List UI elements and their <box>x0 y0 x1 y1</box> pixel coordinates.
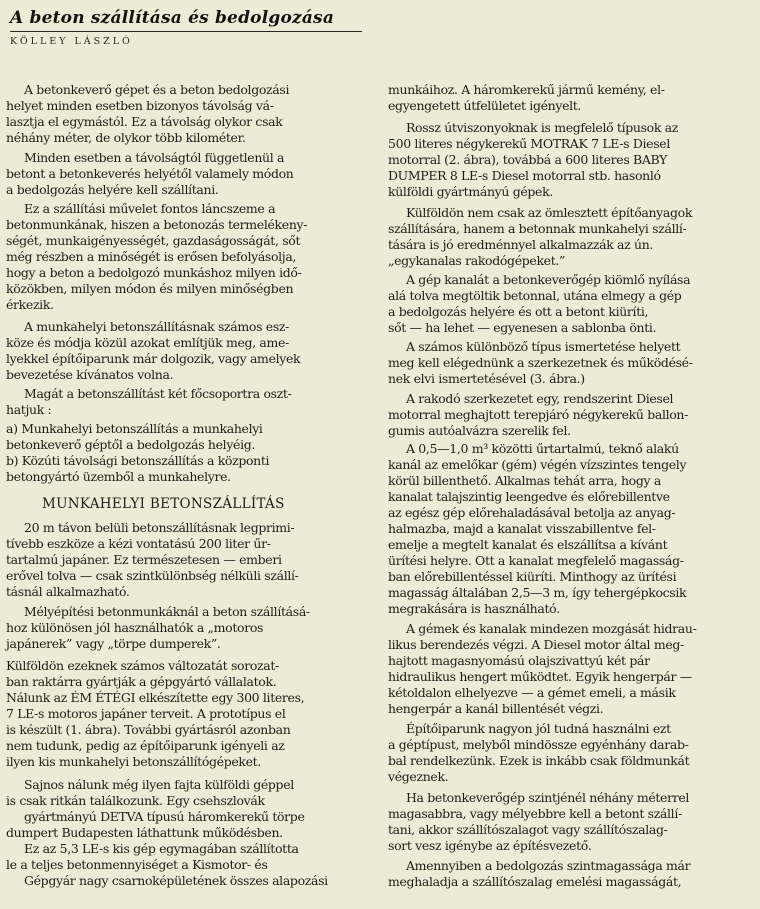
right-text-line: megrakására is használható. <box>388 601 560 616</box>
right-text-line: a bedolgozás helyére és ott a betont kiüríti, <box>388 304 649 319</box>
left-text-line: is csak ritkán találkozunk. Egy csehszlovák <box>6 793 265 808</box>
left-text-line: köze és módja közül azokat említjük meg, ame- <box>6 335 289 350</box>
left-text-line: 20 m távon belüli betonszállításnak legprimi- <box>24 520 295 535</box>
right-text-line: meghaladja a szállítószalag emelési magasságát, <box>388 874 682 889</box>
left-text-line: tartalmú japáner. Ez természetesen — emberi <box>6 552 282 567</box>
right-text-line: Amennyiben a bedolgozás szintmagassága már <box>406 858 691 873</box>
right-text-line: bal rendelkezünk. Ezek is inkább csak földmunkát <box>388 753 690 768</box>
right-text-line: magasság általában 2,5—3 m, így tehergépkocsik <box>388 585 687 600</box>
right-text-line: munkáihoz. A háromkerekű jármű kemény, el- <box>388 82 665 97</box>
right-text-line: a géptípust, melyből mindössze egyénhány darab- <box>388 737 689 752</box>
right-text-line: motorral meghajtott terepjáró négykerekű ballon- <box>388 407 689 422</box>
left-text-line: 7 LE-s motoros japáner terveit. A prototípus el <box>6 706 286 721</box>
right-text-line: Ha betonkeverőgép szintjénél néhány méterrel <box>406 790 690 805</box>
left-text-line: ilyen kis munkahelyi betonszállítógépeket. <box>6 754 261 769</box>
left-text-line: tásnál alkalmazható. <box>6 584 130 599</box>
right-text-line: ban előrebillentéssel kiüríti. Minthogy az ürítési <box>388 569 677 584</box>
section-heading: MUNKAHELYI BETONSZÁLLÍTÁS <box>42 496 285 512</box>
left-text-line: Külföldön ezeknek számos változatát sorozat- <box>6 658 279 673</box>
left-text-line: erővel tolva — csak szintkülönbség nélküli szállí- <box>6 568 299 583</box>
left-text-line: A betonkeverő gépet és a beton bedolgozási <box>24 82 290 97</box>
right-text-line: sőt — ha lehet — egyenesen a sablonba önti. <box>388 320 657 335</box>
right-text-line: hajtott magasnyomású olajszivattyú két pár <box>388 653 650 668</box>
left-text-line: is készült (1. ábra). További gyártásról azonban <box>6 722 291 737</box>
right-text-line: A számos különböző típus ismertetése helyett <box>406 339 681 354</box>
left-text-line: Mélyépítési betonmunkáknál a beton szállításá- <box>24 604 310 619</box>
left-text-line: A munkahelyi betonszállításnak számos esz- <box>24 319 289 334</box>
right-text-line: Rossz útviszonyoknak is megfelelő típusok az <box>406 120 679 135</box>
right-text-line: Építőiparunk nagyon jól tudná használni ezt <box>406 721 671 736</box>
right-text-line: „egykanalas rakodógépeket.” <box>388 253 566 268</box>
right-text-line: az egész gép előrehaladásával betolja az anyag- <box>388 505 676 520</box>
right-text-line: A gémek és kanalak mindezen mozgását hidrau- <box>406 621 697 636</box>
left-text-line: Ez az 5,3 LE-s kis gép egymagában szállította <box>24 841 299 856</box>
left-text-line: dumpert Budapesten láthattunk működésben. <box>6 825 283 840</box>
right-text-line: hidraulikus hengert működtet. Egyik hengerpár — <box>388 669 692 684</box>
left-text-line: lasztja el egymástól. Ez a távolság olykor csak <box>6 114 283 129</box>
right-text-line: ürítési helyre. Ott a kanalat megfelelő magasság- <box>388 553 684 568</box>
right-text-line: A gép kanalát a betonkeverőgép kiömlő nyílása <box>406 272 691 287</box>
right-text-line: 500 literes négykerekű MOTRAK 7 LE-s Diesel <box>388 136 670 151</box>
right-text-line: A rakodó szerkezetet egy, rendszerint Diesel <box>406 391 674 406</box>
left-text-line: betonmunkának, hiszen a betonozás termelékeny- <box>6 217 308 232</box>
right-text-line: emelje a megtelt kanalat és elszállítsa a kívánt <box>388 537 668 552</box>
right-text-line: külföldi gyártmányú gépek. <box>388 184 553 199</box>
left-text-line: hoz különösen jól használhatók a „motoros <box>6 620 264 635</box>
left-text-line: még részben a minőségét is erősen befolyásolja, <box>6 249 297 264</box>
right-text-line: sort vesz igénybe az építésvezető. <box>388 838 592 853</box>
right-text-line: hengerpár a kanál billentését végzi. <box>388 701 604 716</box>
right-text-line: DUMPER 8 LE-s Diesel motorral stb. hasonló <box>388 168 661 183</box>
left-text-line: ban raktárra gyártják a gépgyártó vállalatok. <box>6 674 277 689</box>
left-text-line: a bedolgozás helyére kell szállítani. <box>6 182 219 197</box>
left-text-line: Sajnos nálunk még ilyen fajta külföldi géppel <box>24 777 294 792</box>
left-text-line: le a teljes betonmennyiséget a Kismotor- és <box>6 857 268 872</box>
left-text-line: Nálunk az ÉM ÉTÉGI elkészítette egy 300 literes, <box>6 690 305 705</box>
left-text-line: betongyártó üzemből a munkahelyre. <box>6 469 231 484</box>
right-text-line: tani, akkor szállítószalagot vagy szállítószalag- <box>388 822 668 837</box>
left-text-line: betonkeverő géptől a bedolgozás helyéig. <box>6 437 256 452</box>
right-text-line: végeznek. <box>388 769 449 784</box>
left-text-line: Magát a betonszállítást két főcsoportra oszt- <box>24 386 292 401</box>
left-text-line: bevezetése kívánatos volna. <box>6 367 174 382</box>
right-text-line: nek elvi ismertetésével (3. ábra.) <box>388 371 585 386</box>
right-text-line: körül billenthető. Alkalmas tehát arra, hogy a <box>388 473 661 488</box>
left-text-line: tívebb eszköze a kézi vontatású 200 liter űr- <box>6 536 271 551</box>
left-text-line: betont a betonkeverés helyétől valamely módon <box>6 166 294 181</box>
left-text-line: hogy a beton a bedolgozó munkáshoz milyen idő- <box>6 265 302 280</box>
left-text-line: Ez a szállítási művelet fontos láncszeme a <box>24 201 276 216</box>
right-text-line: kétoldalon elhelyezve — a gémet emeli, a másik <box>388 685 676 700</box>
right-text-line: likus berendezés végzi. A Diesel motor által meg- <box>388 637 684 652</box>
right-text-line: motorral (2. ábra), továbbá a 600 literes BABY <box>388 152 668 167</box>
right-text-line: kanál az emelőkar (gém) végén vízszintes tengely <box>388 457 687 472</box>
right-text-line: Külföldön nem csak az ömlesztett építőanyagok <box>406 205 693 220</box>
right-text-line: egyengetett útfelületet igényelt. <box>388 98 582 113</box>
right-text-line: gumis autóalvázra szerelik fel. <box>388 423 571 438</box>
left-text-line: Gépgyár nagy csarnoképületének összes alapozási <box>24 873 328 888</box>
left-text-line: gyártmányú DETVA típusú háromkerekű törpe <box>24 809 305 824</box>
right-text-line: tására is jó eredménnyel alkalmazzák az ún. <box>388 237 654 252</box>
left-text-line: Minden esetben a távolságtól függetlenül a <box>24 150 285 165</box>
left-text-line: ségét, munkaigényességét, gazdaságosságát, sőt <box>6 233 301 248</box>
left-text-line: b) Közúti távolsági betonszállítás a központi <box>6 453 270 468</box>
left-text-line: érkezik. <box>6 297 54 312</box>
right-text-line: magasabbra, vagy mélyebbre kell a betont szállí- <box>388 806 682 821</box>
left-text-line: néhány méter, de olykor több kilométer. <box>6 130 246 145</box>
right-text-line: alá tolva megtöltik betonnal, utána elmegy a gép <box>388 288 682 303</box>
left-text-line: nem tudunk, pedig az építőiparunk igényeli az <box>6 738 285 753</box>
left-text-line: a) Munkahelyi betonszállítás a munkahelyi <box>6 421 263 436</box>
article-title: A beton szállítása és bedolgozása <box>10 8 335 28</box>
left-text-line: közökben, milyen módon és milyen minőségben <box>6 281 294 296</box>
right-text-line: halmazba, majd a kanalat visszabillentve fel- <box>388 521 656 536</box>
right-text-line: A 0,5—1,0 m³ közötti űrtartalmú, teknő alakú <box>406 441 679 456</box>
left-text-line: helyet minden esetben bizonyos távolság vá- <box>6 98 274 113</box>
article-author: KÖLLEY LÁSZLÓ <box>10 36 133 47</box>
right-text-line: meg kell elégednünk a szerkezetnek és működésé- <box>388 355 693 370</box>
left-text-line: lyekkel építőiparunk már dolgozik, vagy amelyek <box>6 351 301 366</box>
left-text-line: hatjuk : <box>6 402 52 417</box>
right-text-line: kanalat talajszintig leengedve és előrebillentve <box>388 489 670 504</box>
right-text-line: szállítására, hanem a betonnak munkahelyi szállí- <box>388 221 687 236</box>
left-text-line: japánerek” vagy „törpe dumperek”. <box>6 636 221 651</box>
title-rule <box>10 31 362 32</box>
